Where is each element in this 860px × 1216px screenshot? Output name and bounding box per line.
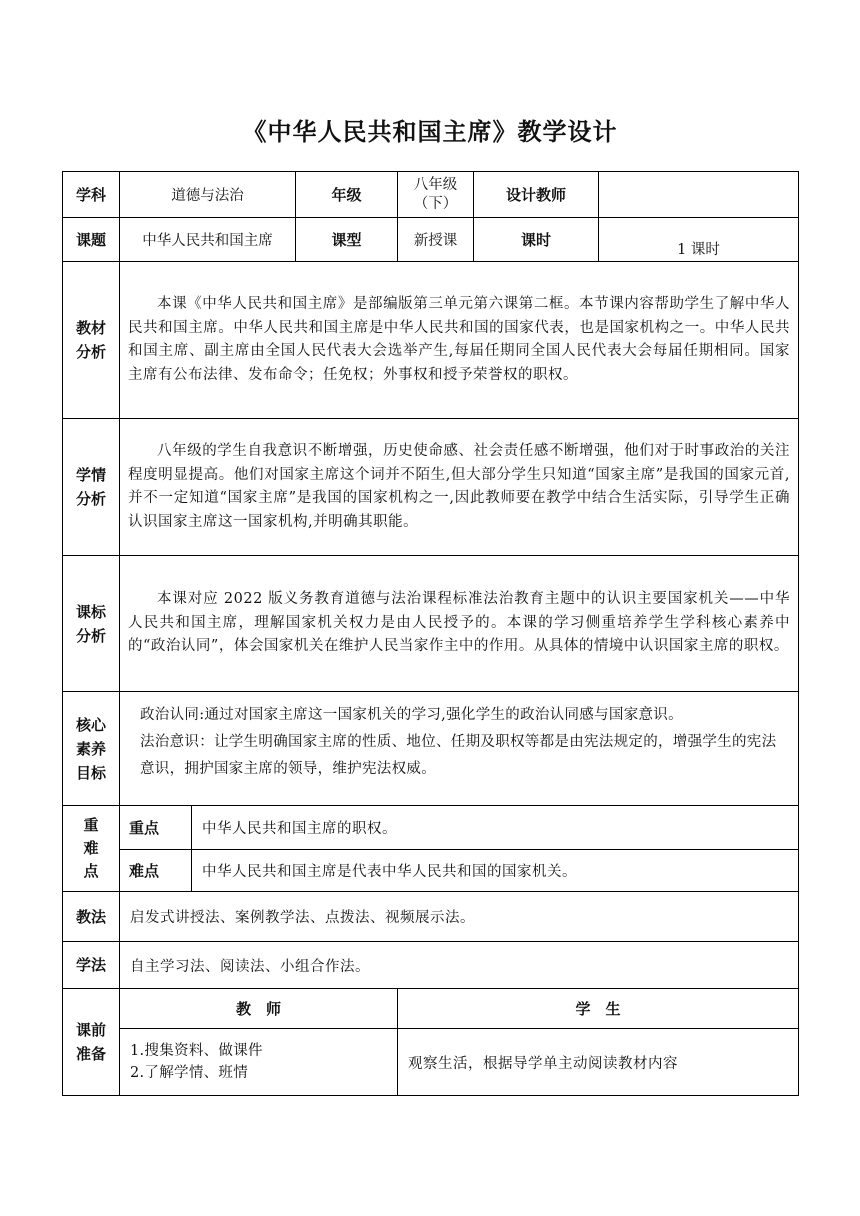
class-hours-value: 1 课时 (599, 218, 799, 262)
teaching-method-row (63, 892, 799, 942)
teacher-prep-item-1: 1.搜集资料、做课件 (130, 1043, 263, 1059)
grade-label: 年级 (296, 172, 398, 218)
student-analysis-text: 八年级的学生自我意识不断增强，历史使命感、社会责任感不断增强，他们对于时事政治的关注程度明显提高。他们对国家主席这个词并不陌生,但大部分学生只知道“国家主席”是我国的国家元首,并不一定知道“国家主席”是我国的国家机构之一,因此教师要在教学中结合生活实际，引导学生正确认识国家主席这一国家机构,并明确其职能。 (128, 443, 790, 530)
core-literacy-label: 核心素养目标 (63, 692, 120, 806)
class-hours-label: 课时 (474, 218, 599, 262)
subject-label: 学科 (63, 172, 120, 218)
student-prep-text: 观察生活，根据导学单主动阅读教材内容 (398, 1029, 799, 1096)
material-analysis-label: 教材分析 (63, 262, 120, 419)
info-row-1 (63, 172, 799, 218)
material-analysis-text: 本课《中华人民共和国主席》是部编版第三单元第六课第二框。本节课内容帮助学生了解中华人民共和国主席。中华人民共和国主席是中华人民共和国的国家代表，也是国家机构之一。中华人民共和国主席、副主席由全国人民代表大会选举产生,每届任期同全国人民代表大会每届任期相同。国家主席有公布法律、发布命令；任免权；外事权和授予荣誉权的职权。 (128, 296, 790, 383)
teaching-method-text: 启发式讲授法、案例教学法、点拨法、视频展示法。 (120, 892, 799, 942)
difficulty-row (63, 850, 799, 892)
topic-value: 中华人民共和国主席 (120, 218, 296, 262)
core-literacy-row (63, 692, 799, 806)
student-analysis-label: 学情分析 (63, 419, 120, 556)
student-analysis-row (63, 419, 799, 556)
teacher-value (599, 172, 799, 218)
difficulty-text: 中华人民共和国主席是代表中华人民共和国的国家机关。 (192, 850, 799, 892)
student-column-header: 学 生 (398, 989, 799, 1029)
teacher-column-header: 教 师 (120, 989, 398, 1029)
lesson-type-value: 新授课 (398, 218, 474, 262)
lesson-plan-table (62, 171, 799, 1096)
teaching-method-label: 教法 (63, 892, 120, 942)
focus-label: 重点 (120, 806, 192, 850)
standard-analysis-label: 课标分析 (63, 556, 120, 692)
key-point-row (63, 806, 799, 850)
material-analysis-row (63, 262, 799, 419)
learning-method-row (63, 942, 799, 989)
standard-analysis-row (63, 556, 799, 692)
preparation-header-row (63, 989, 799, 1029)
learning-method-label: 学法 (63, 942, 120, 989)
grade-value: 八年级（下） (398, 172, 474, 218)
focus-text: 中华人民共和国主席的职权。 (192, 806, 799, 850)
key-difficult-label: 重难点 (63, 806, 120, 892)
lesson-type-label: 课型 (296, 218, 398, 262)
preparation-label: 课前准备 (63, 989, 120, 1096)
core-literacy-line-2: 法治意识：让学生明确国家主席的性质、地位、任期及职权等都是由宪法规定的，增强学生的宪法意识，拥护国家主席的领导，维护宪法权威。 (140, 734, 777, 777)
info-row-2 (63, 218, 799, 262)
teacher-prep-item-2: 2.了解学情、班情 (130, 1065, 249, 1081)
difficulty-label: 难点 (120, 850, 192, 892)
preparation-content-row (63, 1029, 799, 1096)
document-title: 《中华人民共和国主席》教学设计 (242, 118, 618, 146)
subject-value: 道德与法治 (120, 172, 296, 218)
teacher-label: 设计教师 (474, 172, 599, 218)
learning-method-text: 自主学习法、阅读法、小组合作法。 (120, 942, 799, 989)
standard-analysis-text: 本课对应 2022 版义务教育道德与法治课程标准法治教育主题中的认识主要国家机关——中华人民共和国主席，理解国家机关权力是由人民授予的。本课的学习侧重培养学生学科核心素养中的“政治认同”，体会国家机关在维护人民当家作主中的作用。从具体的情境中认识国家主席的职权。 (128, 591, 790, 655)
topic-label: 课题 (63, 218, 120, 262)
core-literacy-line-1: 政治认同:通过对国家主席这一国家机关的学习,强化学生的政治认同感与国家意识。 (140, 707, 683, 723)
